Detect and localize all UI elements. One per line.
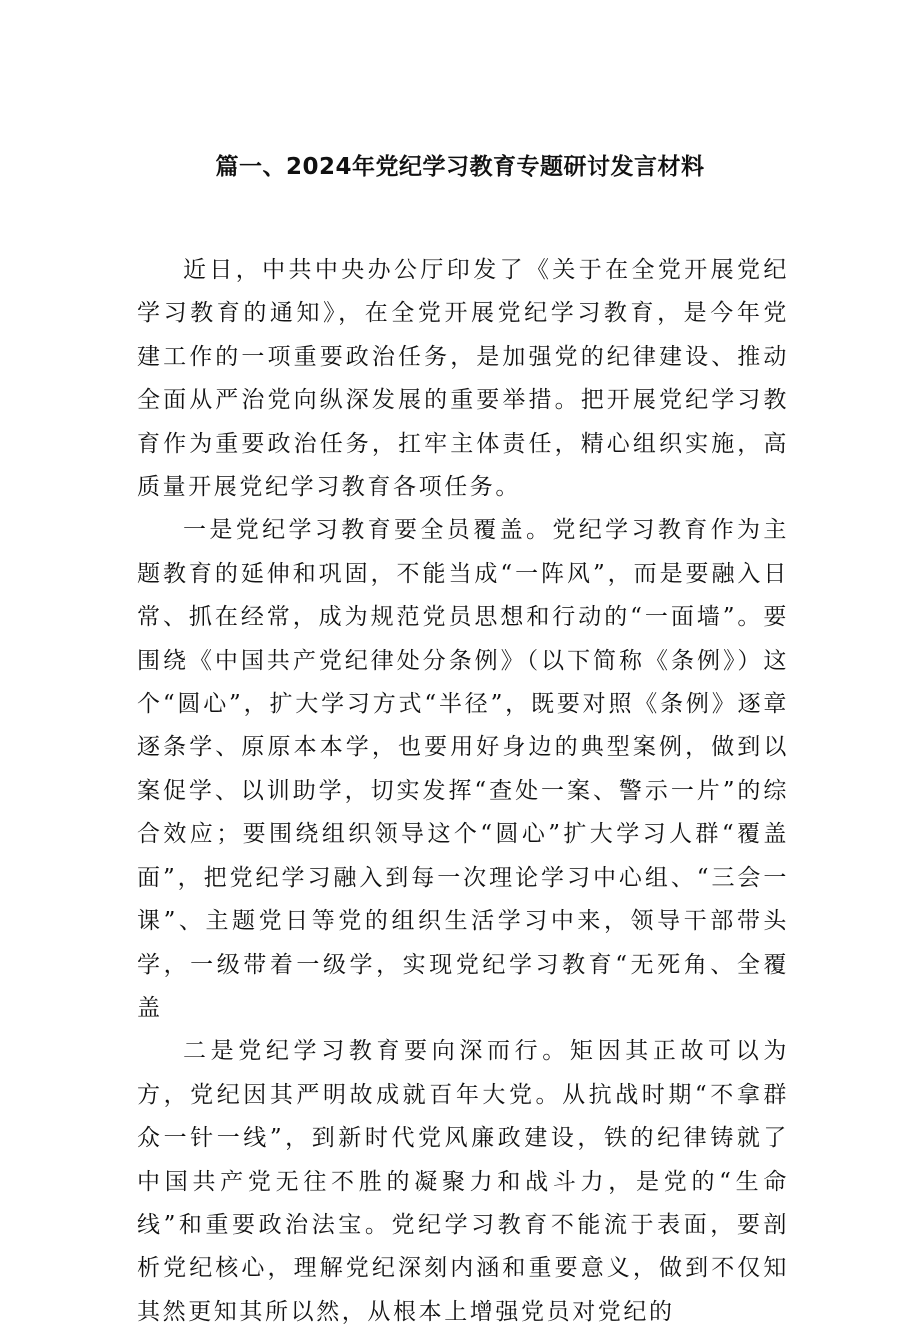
- paragraph-intro: 近日，中共中央办公厅印发了《关于在全党开展党纪学习教育的通知》，在全党开展党纪学习教育，是今年党建工作的一项重要政治任务，是加强党的纪律建设、推动全面从严治党向纵深发展的重要举措。把开展党纪学习教育作为重要政治任务，扛牢主体责任，精心组织实施，高质量开展党纪学习教育各项任务。: [137, 257, 789, 501]
- paragraph-point-one: 一是党纪学习教育要全员覆盖。党纪学习教育作为主题教育的延伸和巩固，不能当成“一阵风”，而是要融入日常、抓在经常，成为规范党员思想和行动的“一面墙”。要围绕《中国共产党纪律处分条例》（以下简称《条例》）这个“圆心”，扩大学习方式“半径”，既要对照《条例》逐章逐条学、原原本本学，也要用好身边的典型案例，做到以案促学、以训助学，切实发挥“查处一案、警示一片”的综合效应；要围绕组织领导这个“圆心”扩大学习人群“覆盖面”，把党纪学习融入到每一次理论学习中心组、“三会一课”、主题党日等党的组织生活学习中来，领导干部带头学，一级带着一级学，实现党纪学习教育“无死角、全覆盖: [137, 517, 789, 1021]
- document-title: 篇一、2024年党纪学习教育专题研讨发言材料: [215, 154, 705, 180]
- document-body: [137, 249, 789, 1334]
- paragraph-point-two: 二是党纪学习教育要向深而行。矩因其正故可以为方，党纪因其严明故成就百年大党。从抗战时期“不拿群众一针一线”，到新时代党风廉政建设，铁的纪律铸就了中国共产党无往不胜的凝聚力和战斗力，是党的“生命线”和重要政治法宝。党纪学习教育不能流于表面，要剖析党纪核心，理解党纪深刻内涵和重要意义，做到不仅知其然更知其所以然，从根本上增强党员对党纪的: [137, 1038, 789, 1325]
